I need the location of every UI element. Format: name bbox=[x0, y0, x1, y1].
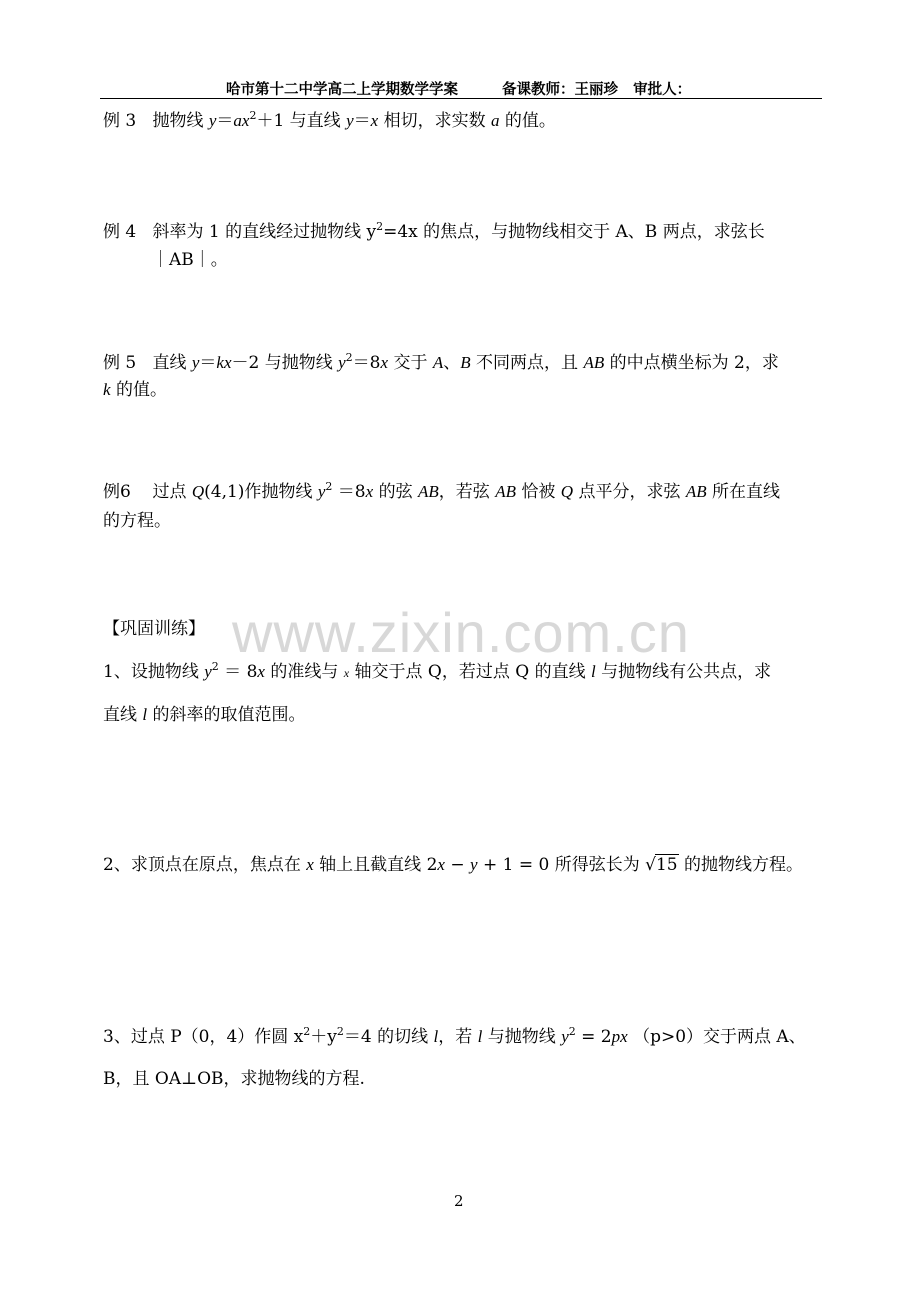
example-6: 例6 过点 Q(4,1)作抛物线 $y^2 =8x$ 的弦 AB，若弦 AB 恰被 Q 点平分，求弦 AB 所在直线 bbox=[103, 480, 781, 502]
header-rule bbox=[100, 98, 822, 99]
example-6-cont: 的方程。 bbox=[103, 511, 171, 531]
exercise-1-cont: 直线 l 的斜率的取值范围。 bbox=[103, 705, 306, 725]
section-title: 【巩固训练】 bbox=[103, 619, 205, 639]
example-3-label: 例 3 bbox=[103, 111, 137, 131]
watermark: www.zixin.com.cn bbox=[232, 601, 690, 664]
teacher-name: 备课教师：王丽珍 bbox=[502, 82, 618, 98]
exercise-3: 3、过点 P（0，4）作圆 $x^2+y^2=4$ 的切线 l，若 l 与抛物线 $y^2 = 2px$ （p>0）交于两点 A、 bbox=[103, 1025, 806, 1047]
example-4-label: 例 4 bbox=[103, 222, 137, 242]
reviewer-label: 审批人： bbox=[633, 82, 692, 98]
example-3: 例 3 抛物线 $y=ax^2+1$ 与直线 y＝x 相切，求实数 a 的值。 bbox=[103, 109, 556, 131]
example-6-label: 例6 bbox=[103, 482, 131, 502]
exercise-3-cont: B，且 OA⊥OB，求抛物线的方程. bbox=[103, 1069, 365, 1089]
exercise-2: 2、求顶点在原点，焦点在 x 轴上且截直线 2x − y + 1 = 0 所得弦长为 √15 的抛物线方程。 bbox=[103, 855, 803, 875]
exercise-1: 1、设抛物线 $y^2 = 8x$ 的准线与 x 轴交于点 Q，若过点 Q 的直线 l 与抛物线有公共点，求 bbox=[103, 660, 772, 682]
example-4-cont: ｜AB｜。 bbox=[152, 250, 228, 270]
example-5: 例 5 直线 y＝kx－2 与抛物线 $y^2=8x$ 交于 A、B 不同两点，且 AB 的中点横坐标为 2，求 bbox=[103, 351, 779, 373]
school-title: 哈市第十二中学高二上学期数学学案 bbox=[226, 82, 458, 98]
example-5-cont: k 的值。 bbox=[103, 380, 167, 400]
page-header bbox=[226, 78, 691, 99]
example-4: 例 4 斜率为 1 的直线经过抛物线 $y^2=4x$ 的焦点，与抛物线相交于 A、B 两点，求弦长 bbox=[103, 220, 765, 242]
example-5-label: 例 5 bbox=[103, 353, 137, 373]
page-number: 2 bbox=[454, 1192, 464, 1210]
